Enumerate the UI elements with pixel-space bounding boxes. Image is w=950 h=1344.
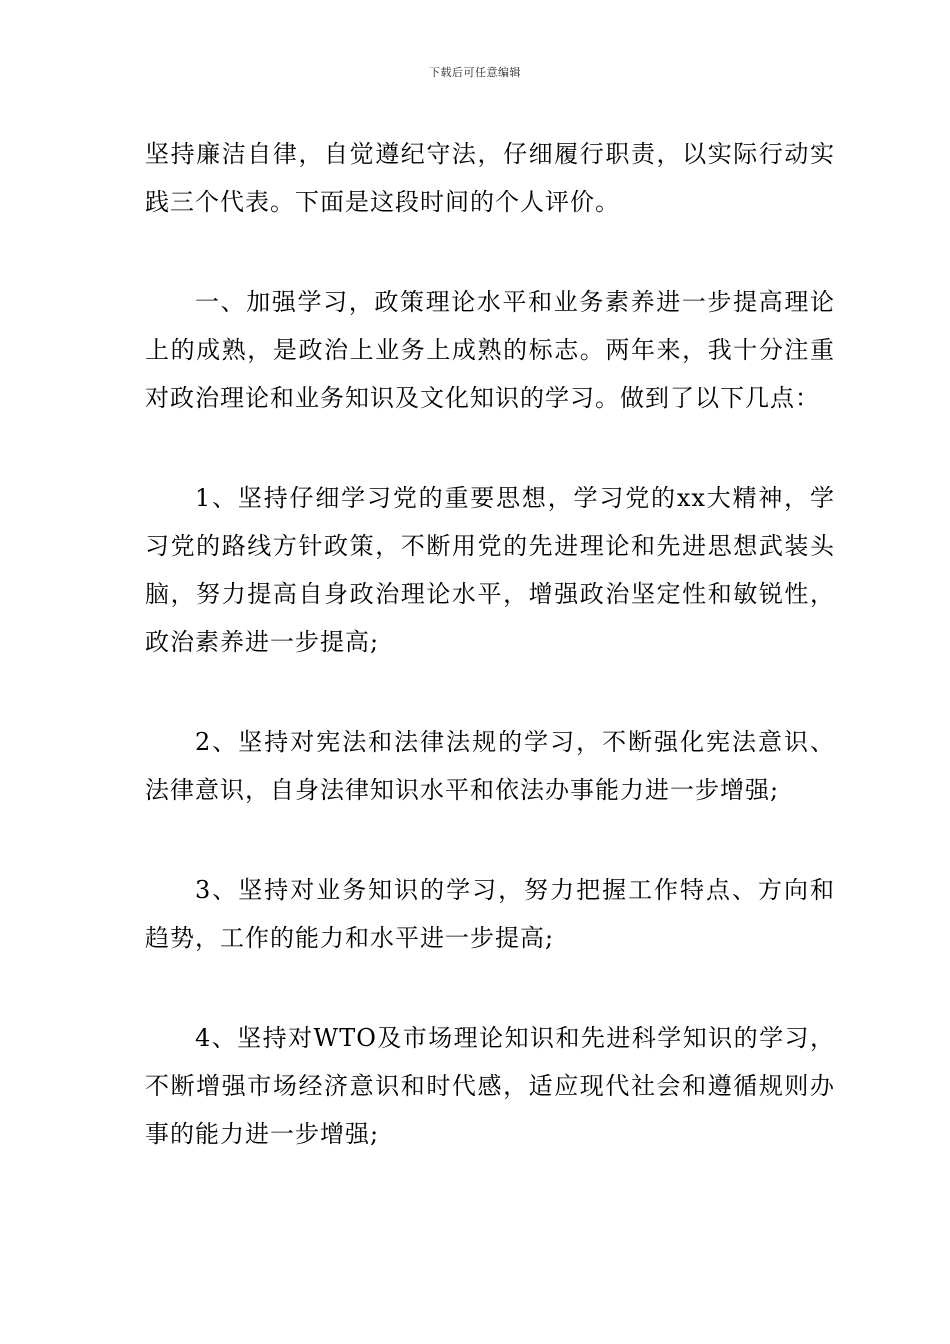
paragraph-point-4: 4、坚持对WTO及市场理论知识和先进科学知识的学习，不断增强市场经济意识和时代感，适应现代社会和遵循规则办事的能力进一步增强;	[145, 1024, 835, 1148]
document-body	[145, 130, 835, 1158]
paragraph-intro: 坚持廉洁自律，自觉遵纪守法，仔细履行职责，以实际行动实践三个代表。下面是这段时间的个人评价。	[145, 140, 835, 216]
paragraph-point-1: 1、坚持仔细学习党的重要思想，学习党的xx大精神，学习党的路线方针政策，不断用党的先进理论和先进思想武装头脑，努力提高自身政治理论水平，增强政治坚定性和敏锐性，政治素养进一步提高;	[145, 484, 835, 656]
page-header: 下载后可任意编辑	[429, 66, 521, 79]
paragraph-section-one: 一、加强学习，政策理论水平和业务素养进一步提高理论上的成熟，是政治上业务上成熟的标志。两年来，我十分注重对政治理论和业务知识及文化知识的学习。做到了以下几点：	[145, 288, 835, 412]
paragraph-point-3: 3、坚持对业务知识的学习，努力把握工作特点、方向和趋势，工作的能力和水平进一步提高;	[145, 876, 835, 952]
paragraph-point-2: 2、坚持对宪法和法律法规的学习，不断强化宪法意识、法律意识，自身法律知识水平和依法办事能力进一步增强;	[145, 728, 835, 804]
